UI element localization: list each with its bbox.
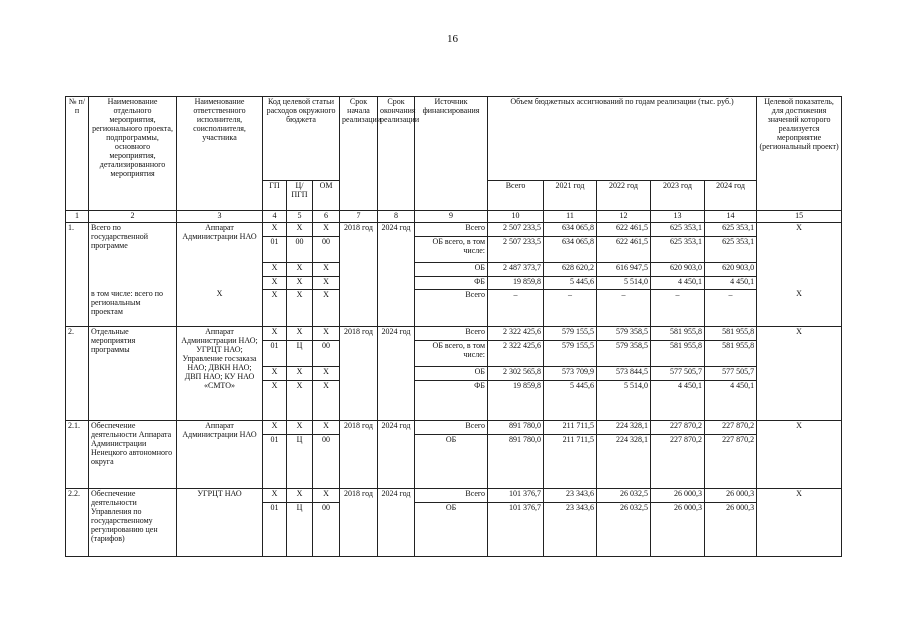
- value-2023: 26 000,3: [651, 488, 705, 502]
- value-total: 19 859,8: [488, 380, 544, 420]
- source-label: Всего: [415, 222, 488, 236]
- value-2024: 26 000,3: [705, 488, 757, 502]
- table-row: [66, 326, 842, 340]
- source-label: ОБ всего, в том числе:: [415, 236, 488, 262]
- code-ppp: 00: [287, 236, 313, 262]
- value-2021: 211 711,5: [544, 434, 597, 488]
- source-label: ОБ: [415, 366, 488, 380]
- value-2021: 628 620,2: [544, 262, 597, 276]
- row-responsible: Аппарат Администрации НАО: [177, 420, 263, 488]
- table-row: [66, 420, 842, 434]
- col-number: 1: [66, 211, 89, 223]
- code-gp: 01: [263, 340, 287, 366]
- row-target: Х: [757, 326, 842, 420]
- row-name: в том числе: всего по региональным проектам: [89, 289, 177, 326]
- code-gp: Х: [263, 366, 287, 380]
- value-2024: 577 505,7: [705, 366, 757, 380]
- value-2024: 581 955,8: [705, 326, 757, 340]
- value-2024: 4 450,1: [705, 276, 757, 289]
- value-2021: 211 711,5: [544, 420, 597, 434]
- source-label: Всего: [415, 289, 488, 326]
- header-source: Источник финансирования: [415, 97, 488, 211]
- row-target: Х: [757, 289, 842, 326]
- source-label: ФБ: [415, 276, 488, 289]
- row-name: Всего по государственной программе: [89, 222, 177, 289]
- col-number: 9: [415, 211, 488, 223]
- value-2021: 5 445,6: [544, 380, 597, 420]
- code-gp: Х: [263, 222, 287, 236]
- source-label: Всего: [415, 326, 488, 340]
- value-2024: 620 903,0: [705, 262, 757, 276]
- value-total: 2 487 373,7: [488, 262, 544, 276]
- value-2021: –: [544, 289, 597, 326]
- header-target: Целевой показатель, для достижения значений которого реализуется мероприятие (региональный проект): [757, 97, 842, 211]
- header-name: Наименование отдельного мероприятия, регионального проекта, подпрограммы, основного мероприятия, детализированного мероприятия: [89, 97, 177, 211]
- code-gp: Х: [263, 380, 287, 420]
- row-number: [66, 289, 89, 326]
- row-start: [340, 289, 378, 326]
- value-2023: 227 870,2: [651, 420, 705, 434]
- value-2022: 579 358,5: [597, 326, 651, 340]
- col-number: 11: [544, 211, 597, 223]
- table-row: [66, 222, 842, 236]
- value-2021: 579 155,5: [544, 340, 597, 366]
- code-ppp: Х: [287, 222, 313, 236]
- row-name: Обеспечение деятельности Аппарата Администрации Ненецкого автономного округа: [89, 420, 177, 488]
- row-number: 2.1.: [66, 420, 89, 488]
- source-label: ОБ: [415, 434, 488, 488]
- row-responsible: Х: [177, 289, 263, 326]
- value-2022: 5 514,0: [597, 276, 651, 289]
- code-gp: 01: [263, 236, 287, 262]
- row-start: 2018 год: [340, 420, 378, 488]
- col-number: 4: [263, 211, 287, 223]
- value-2023: 581 955,8: [651, 326, 705, 340]
- row-number: 1.: [66, 222, 89, 289]
- code-ppp: Х: [287, 420, 313, 434]
- row-start: 2018 год: [340, 222, 378, 289]
- budget-table: [65, 96, 842, 557]
- code-ppp: Х: [287, 262, 313, 276]
- code-om: Х: [313, 488, 340, 502]
- value-2023: 26 000,3: [651, 502, 705, 556]
- row-target: Х: [757, 488, 842, 556]
- code-gp: Х: [263, 289, 287, 326]
- value-2021: 579 155,5: [544, 326, 597, 340]
- value-2021: 634 065,8: [544, 222, 597, 236]
- row-number: 2.2.: [66, 488, 89, 556]
- table-row: [66, 488, 842, 502]
- source-label: Всего: [415, 488, 488, 502]
- code-om: Х: [313, 262, 340, 276]
- value-2024: 4 450,1: [705, 380, 757, 420]
- row-end: 2024 год: [378, 420, 415, 488]
- code-gp: Х: [263, 276, 287, 289]
- header-end: Срок окончания реализации: [378, 97, 415, 211]
- code-ppp: Х: [287, 366, 313, 380]
- header-num: № п/п: [66, 97, 89, 211]
- col-number: 14: [705, 211, 757, 223]
- source-label: ОБ: [415, 502, 488, 556]
- code-ppp: Х: [287, 276, 313, 289]
- value-2022: 26 032,5: [597, 488, 651, 502]
- row-end: [378, 289, 415, 326]
- col-number: 2: [89, 211, 177, 223]
- value-total: 19 859,8: [488, 276, 544, 289]
- value-total: 891 780,0: [488, 434, 544, 488]
- value-2023: 577 505,7: [651, 366, 705, 380]
- row-responsible: УГРЦТ НАО: [177, 488, 263, 556]
- value-2022: 579 358,5: [597, 340, 651, 366]
- value-2021: 5 445,6: [544, 276, 597, 289]
- source-label: ФБ: [415, 380, 488, 420]
- code-om: 00: [313, 340, 340, 366]
- row-responsible: Аппарат Администрации НАО: [177, 222, 263, 289]
- col-number: 10: [488, 211, 544, 223]
- value-2022: 573 844,5: [597, 366, 651, 380]
- value-2024: 581 955,8: [705, 340, 757, 366]
- value-total: 2 322 425,6: [488, 326, 544, 340]
- code-om: Х: [313, 289, 340, 326]
- value-total: 2 507 233,5: [488, 222, 544, 236]
- row-start: 2018 год: [340, 326, 378, 420]
- value-2022: 224 328,1: [597, 434, 651, 488]
- code-gp: Х: [263, 488, 287, 502]
- value-total: 2 322 425,6: [488, 340, 544, 366]
- value-2021: 573 709,9: [544, 366, 597, 380]
- value-2022: 622 461,5: [597, 236, 651, 262]
- code-ppp: Ц: [287, 340, 313, 366]
- value-2024: 625 353,1: [705, 236, 757, 262]
- col-number: 6: [313, 211, 340, 223]
- value-2022: 5 514,0: [597, 380, 651, 420]
- source-label: ОБ: [415, 262, 488, 276]
- header-total: Всего: [488, 181, 544, 211]
- row-name: Отдельные мероприятия программы: [89, 326, 177, 420]
- col-number: 8: [378, 211, 415, 223]
- value-2021: 23 343,6: [544, 502, 597, 556]
- code-ppp: Х: [287, 488, 313, 502]
- value-2022: 26 032,5: [597, 502, 651, 556]
- row-end: 2024 год: [378, 488, 415, 556]
- value-2024: 625 353,1: [705, 222, 757, 236]
- value-2024: 227 870,2: [705, 434, 757, 488]
- row-target: Х: [757, 222, 842, 289]
- row-name: Обеспечение деятельности Управления по государственному регулированию цен (тарифов): [89, 488, 177, 556]
- code-ppp: Ц: [287, 434, 313, 488]
- code-gp: Х: [263, 420, 287, 434]
- value-2022: 616 947,5: [597, 262, 651, 276]
- value-2023: 625 353,1: [651, 236, 705, 262]
- value-total: 101 376,7: [488, 488, 544, 502]
- source-label: Всего: [415, 420, 488, 434]
- value-total: 101 376,7: [488, 502, 544, 556]
- value-2023: 4 450,1: [651, 380, 705, 420]
- code-ppp: Ц: [287, 502, 313, 556]
- source-label: ОБ всего, в том числе:: [415, 340, 488, 366]
- value-2022: 622 461,5: [597, 222, 651, 236]
- code-gp: 01: [263, 434, 287, 488]
- code-ppp: Х: [287, 380, 313, 420]
- value-2023: 625 353,1: [651, 222, 705, 236]
- code-gp: Х: [263, 262, 287, 276]
- code-gp: 01: [263, 502, 287, 556]
- col-number: 15: [757, 211, 842, 223]
- header-2021: 2021 год: [544, 181, 597, 211]
- code-om: 00: [313, 434, 340, 488]
- header-responsible: Наименование ответственного исполнителя, соисполнителя, участника: [177, 97, 263, 211]
- code-om: Х: [313, 276, 340, 289]
- col-number: 5: [287, 211, 313, 223]
- page-number: 16: [447, 33, 458, 45]
- value-total: –: [488, 289, 544, 326]
- col-number: 7: [340, 211, 378, 223]
- row-end: 2024 год: [378, 222, 415, 289]
- header-start: Срок начала реализации: [340, 97, 378, 211]
- col-number: 12: [597, 211, 651, 223]
- row-end: 2024 год: [378, 326, 415, 420]
- code-om: Х: [313, 380, 340, 420]
- code-ppp: Х: [287, 289, 313, 326]
- code-om: Х: [313, 420, 340, 434]
- value-total: 891 780,0: [488, 420, 544, 434]
- value-total: 2 507 233,5: [488, 236, 544, 262]
- code-gp: Х: [263, 326, 287, 340]
- col-number: 3: [177, 211, 263, 223]
- header-2023: 2023 год: [651, 181, 705, 211]
- value-2021: 634 065,8: [544, 236, 597, 262]
- value-2023: 581 955,8: [651, 340, 705, 366]
- value-2023: –: [651, 289, 705, 326]
- code-om: Х: [313, 366, 340, 380]
- code-om: 00: [313, 502, 340, 556]
- table-row: [66, 289, 842, 326]
- code-om: 00: [313, 236, 340, 262]
- row-target: Х: [757, 420, 842, 488]
- header-gp: ГП: [263, 181, 287, 211]
- value-2021: 23 343,6: [544, 488, 597, 502]
- value-total: 2 302 565,8: [488, 366, 544, 380]
- code-om: Х: [313, 326, 340, 340]
- header-volume: Объем бюджетных ассигнований по годам реализации (тыс. руб.): [488, 97, 757, 181]
- header-code: Код целевой статьи расходов окружного бюджета: [263, 97, 340, 181]
- code-om: Х: [313, 222, 340, 236]
- value-2023: 227 870,2: [651, 434, 705, 488]
- value-2024: –: [705, 289, 757, 326]
- col-number: 13: [651, 211, 705, 223]
- value-2024: 26 000,3: [705, 502, 757, 556]
- value-2024: 227 870,2: [705, 420, 757, 434]
- row-number: 2.: [66, 326, 89, 420]
- value-2023: 4 450,1: [651, 276, 705, 289]
- value-2023: 620 903,0: [651, 262, 705, 276]
- header-om: ОМ: [313, 181, 340, 211]
- value-2022: 224 328,1: [597, 420, 651, 434]
- code-ppp: Х: [287, 326, 313, 340]
- row-start: 2018 год: [340, 488, 378, 556]
- value-2022: –: [597, 289, 651, 326]
- column-numbers-row: [66, 211, 842, 223]
- header-2024: 2024 год: [705, 181, 757, 211]
- header-2022: 2022 год: [597, 181, 651, 211]
- row-responsible: Аппарат Администрации НАО; УГРЦТ НАО; Управление госзаказа НАО; ДВКН НАО; ДВП НАО; КУ НАО «СМТО»: [177, 326, 263, 420]
- header-ppp: Ц/ ПГП: [287, 181, 313, 211]
